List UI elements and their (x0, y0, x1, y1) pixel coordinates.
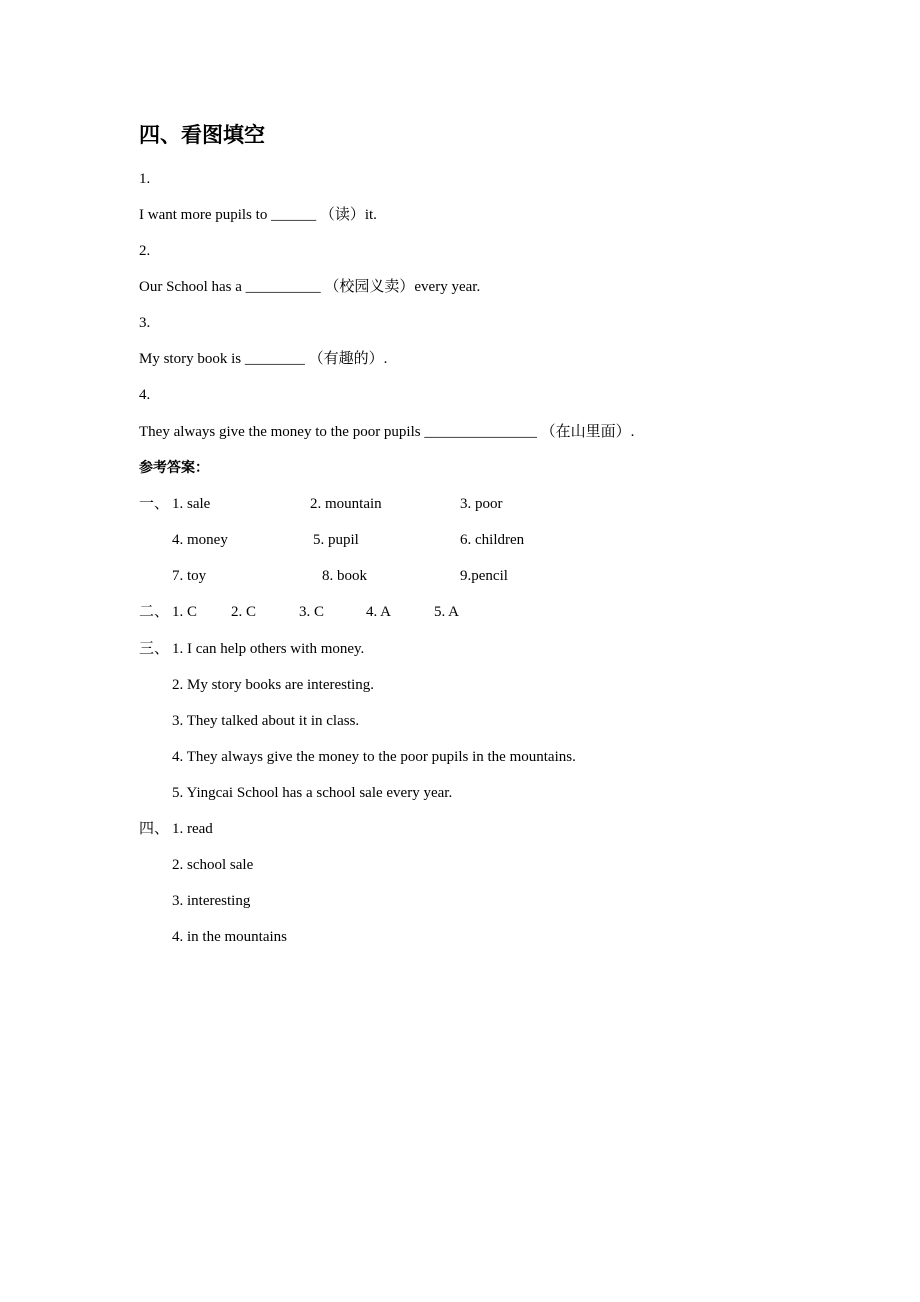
answer-item: 5. A (434, 604, 460, 620)
answer-sentence: 1. I can help others with money. (172, 641, 365, 657)
exercise-sentence-2: Our School has a __________ （校园义卖）every year. (139, 279, 481, 295)
answer-sentence: 2. My story books are interesting. (172, 677, 375, 693)
answer-item: 6. children (460, 532, 525, 548)
answer-item: 3. C (299, 604, 325, 620)
exercise-sentence-1: I want more pupils to ______ （读）it. (139, 207, 377, 223)
exercise-sentence-4: They always give the money to the poor pupils _______________ （在山里面）. (139, 424, 635, 440)
answer-sentence: 5. Yingcai School has a school sale every year. (172, 785, 453, 801)
section-title: 四、看图填空 (139, 123, 265, 147)
answer-item: 2. school sale (172, 857, 254, 873)
exercise-number-3: 3. (139, 315, 151, 331)
answer-sentence: 4. They always give the money to the poor pupils in the mountains. (172, 749, 576, 765)
answer-item: 1. C (172, 604, 198, 620)
answer-item: 3. interesting (172, 893, 251, 909)
answer-item: 2. mountain (310, 496, 382, 512)
answer-item: 7. toy (172, 568, 207, 584)
answers-part2-prefix: 二、 (139, 604, 170, 620)
exercise-number-1: 1. (139, 171, 151, 187)
answer-item: 4. money (172, 532, 228, 548)
exercise-number-4: 4. (139, 387, 151, 403)
answer-sentence: 3. They talked about it in class. (172, 713, 360, 729)
answer-item: 5. pupil (313, 532, 359, 548)
exercise-number-2: 2. (139, 243, 151, 259)
answers-part3-prefix: 三、 (139, 641, 170, 657)
answer-item: 8. book (322, 568, 367, 584)
answer-item: 4. in the mountains (172, 929, 287, 945)
answers-title: 参考答案： (139, 460, 209, 476)
answer-item: 4. A (366, 604, 392, 620)
answers-part1-prefix: 一、 (139, 496, 170, 512)
answers-part4-prefix: 四、 (139, 821, 170, 837)
answer-item: 9.pencil (460, 568, 508, 584)
answer-item: 1. sale (172, 496, 211, 512)
answer-item: 1. read (172, 821, 213, 837)
exercise-sentence-3: My story book is ________ （有趣的）. (139, 351, 388, 367)
answer-item: 2. C (231, 604, 257, 620)
answer-item: 3. poor (460, 496, 503, 512)
